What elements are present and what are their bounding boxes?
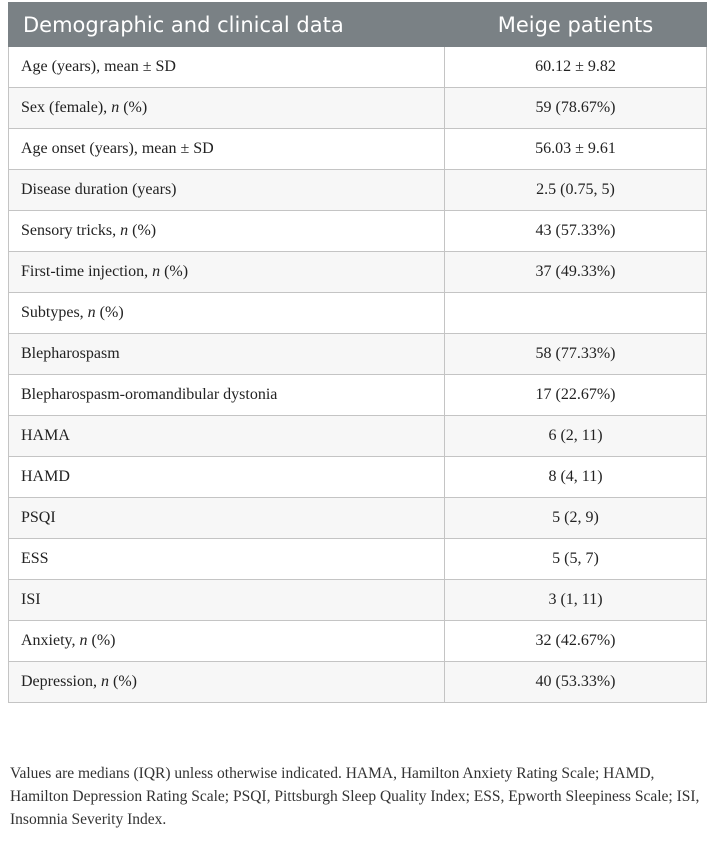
row-value: 58 (77.33%) — [445, 334, 707, 375]
row-label-italic: n — [100, 673, 109, 690]
row-label — [9, 129, 445, 170]
table-body — [9, 47, 707, 703]
row-label-text: Age onset (years), mean ± SD — [21, 140, 214, 157]
row-label-italic: n — [79, 632, 88, 649]
row-label — [9, 539, 445, 580]
table-header-row — [9, 3, 707, 47]
table-row — [9, 416, 707, 457]
row-value: 43 (57.33%) — [445, 211, 707, 252]
row-label — [9, 293, 445, 334]
table-row — [9, 211, 707, 252]
row-value: 59 (78.67%) — [445, 88, 707, 129]
row-value: 8 (4, 11) — [445, 457, 707, 498]
row-label-italic: n — [152, 263, 161, 280]
row-label-text: Disease duration (years) — [21, 181, 177, 198]
row-label-text: Blepharospasm — [21, 345, 120, 362]
row-label-suffix: (%) — [128, 222, 157, 239]
row-value: 17 (22.67%) — [445, 375, 707, 416]
row-label-italic: n — [111, 99, 120, 116]
row-label-text: Anxiety, — [21, 632, 80, 649]
table-row — [9, 621, 707, 662]
row-label-text: First-time injection, — [21, 263, 153, 280]
row-value: 3 (1, 11) — [445, 580, 707, 621]
table-footnote: Values are medians (IQR) unless otherwise indicated. HAMA, Hamilton Anxiety Rating Scale; HAMD, Hamilton Depression Rating Scale; PSQI, Pittsburgh Sleep Quality Index; ESS, Epworth Sleepiness Scale; ISI, Insomnia Severity Index. — [10, 765, 700, 828]
row-value: 2.5 (0.75, 5) — [445, 170, 707, 211]
row-label — [9, 662, 445, 703]
row-value: 6 (2, 11) — [445, 416, 707, 457]
table-row — [9, 375, 707, 416]
row-label — [9, 580, 445, 621]
table-row — [9, 539, 707, 580]
row-label-italic: n — [87, 304, 96, 321]
table-row — [9, 129, 707, 170]
row-label-suffix: (%) — [160, 263, 189, 280]
row-label-suffix: (%) — [108, 673, 137, 690]
row-label — [9, 621, 445, 662]
row-label — [9, 211, 445, 252]
row-value — [445, 293, 707, 334]
row-value: 37 (49.33%) — [445, 252, 707, 293]
row-label-suffix: (%) — [95, 304, 124, 321]
row-label — [9, 334, 445, 375]
row-value: 5 (2, 9) — [445, 498, 707, 539]
row-label — [9, 375, 445, 416]
table-row — [9, 170, 707, 211]
table-row — [9, 580, 707, 621]
table-row — [9, 47, 707, 88]
table-row — [9, 293, 707, 334]
table-row — [9, 252, 707, 293]
row-label-text: HAMA — [21, 427, 70, 444]
row-label-suffix: (%) — [87, 632, 116, 649]
row-label — [9, 416, 445, 457]
row-label-text: Sex (female), — [21, 99, 112, 116]
row-label-text: HAMD — [21, 468, 70, 485]
table-row — [9, 498, 707, 539]
header-demographic-clinical-data: Demographic and clinical data — [9, 3, 445, 47]
table-row — [9, 662, 707, 703]
row-label — [9, 88, 445, 129]
row-label — [9, 170, 445, 211]
row-label — [9, 47, 445, 88]
row-label — [9, 457, 445, 498]
table-row — [9, 88, 707, 129]
row-value: 5 (5, 7) — [445, 539, 707, 580]
row-label — [9, 498, 445, 539]
row-label-text: Blepharospasm-oromandibular dystonia — [21, 386, 278, 403]
row-label-italic: n — [120, 222, 129, 239]
row-label-text: Age (years), mean ± SD — [21, 58, 176, 75]
row-value: 60.12 ± 9.82 — [445, 47, 707, 88]
row-value: 40 (53.33%) — [445, 662, 707, 703]
row-label-text: Sensory tricks, — [21, 222, 121, 239]
demographics-table — [8, 2, 707, 703]
row-value: 32 (42.67%) — [445, 621, 707, 662]
row-label-text: ESS — [21, 550, 49, 567]
header-meige-patients: Meige patients — [445, 3, 707, 47]
row-label-suffix: (%) — [119, 99, 148, 116]
row-label-text: Depression, — [21, 673, 101, 690]
table-row — [9, 334, 707, 375]
row-value: 56.03 ± 9.61 — [445, 129, 707, 170]
row-label-text: Subtypes, — [21, 304, 88, 321]
row-label — [9, 252, 445, 293]
row-label-text: ISI — [21, 591, 41, 608]
table-row — [9, 457, 707, 498]
row-label-text: PSQI — [21, 509, 56, 526]
